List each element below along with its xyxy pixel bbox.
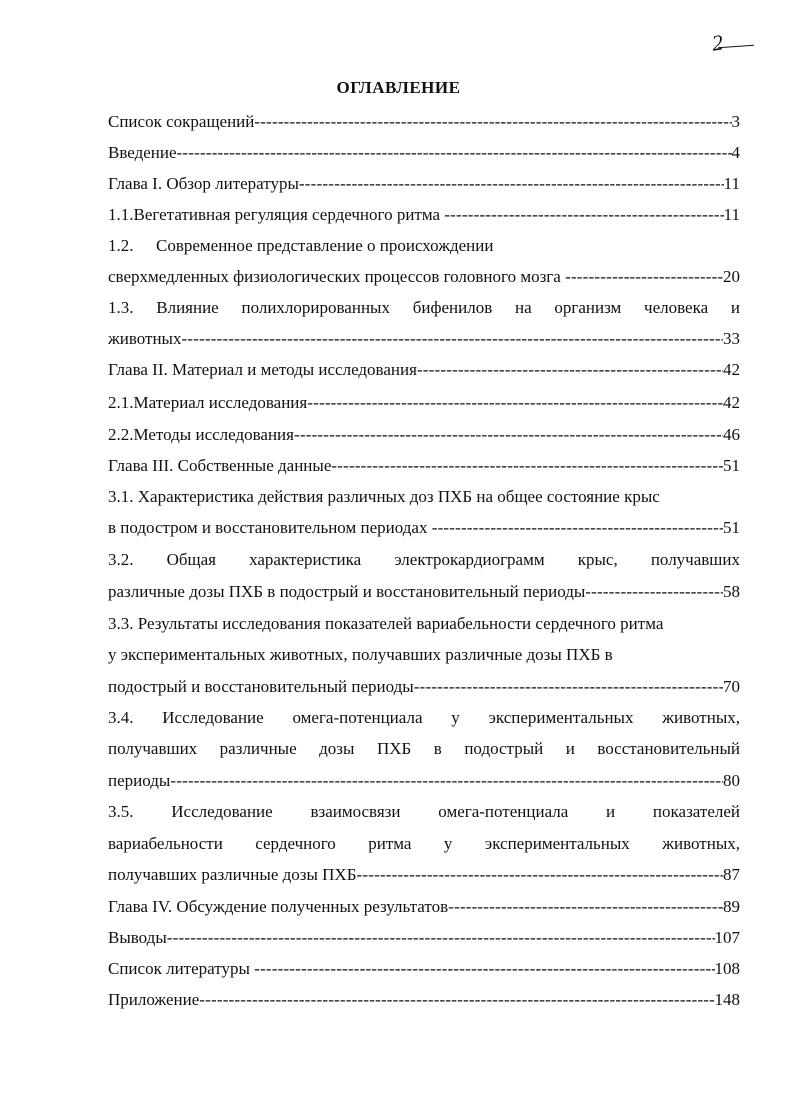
toc-entry: сверхмедленных физиологических процессов головного мозга ----- 20 bbox=[108, 265, 740, 289]
toc-page-number: 42 bbox=[723, 393, 740, 412]
toc-entry: периоды ----- 80 bbox=[108, 769, 740, 793]
toc-entry: 2.1. Материал исследования ----- 42 bbox=[108, 391, 740, 415]
section-number: 2.2. bbox=[108, 425, 134, 444]
toc-entry: Введение ----- 4 bbox=[108, 141, 740, 165]
toc-entry: животных ----- 33 bbox=[108, 327, 740, 351]
section-number: 1.2. bbox=[108, 236, 134, 255]
section-number: 1.1. bbox=[108, 205, 134, 224]
toc-entry: Глава IV. Обсуждение полученных результатов ----- 89 bbox=[108, 895, 740, 919]
toc-page-number: 108 bbox=[714, 959, 740, 978]
toc-page-number: 51 bbox=[723, 518, 740, 537]
toc-entry: 3.1. Характеристика действия различных доз ПХБ на общее состояние крыс bbox=[108, 487, 660, 506]
toc-entry: 1.1. Вегетативная регуляция сердечного ритма ----- 11 bbox=[108, 203, 740, 227]
toc-entry: 1.2. Современное представление о происхождении bbox=[108, 234, 740, 258]
toc-entry: 1.3. Влияние полихлорированных бифенилов на организм человека и bbox=[108, 298, 740, 317]
toc-entry: в подостром и восстановительном периодах ----- 51 bbox=[108, 516, 740, 540]
section-number: 2.1. bbox=[108, 393, 134, 412]
toc-entry: Выводы ----- 107 bbox=[108, 926, 740, 950]
toc-page-number: 89 bbox=[723, 897, 740, 916]
toc-entry: 3.4. Исследование омега-потенциала у экспериментальных животных, bbox=[108, 708, 740, 727]
toc-entry: Приложение ----- 148 bbox=[108, 988, 740, 1012]
toc-page-number: 3 bbox=[731, 112, 740, 131]
toc-page-number: 33 bbox=[723, 329, 740, 348]
toc-page-number: 107 bbox=[714, 928, 740, 947]
toc-page-number: 148 bbox=[714, 990, 740, 1009]
toc-entry: 3.2. Общая характеристика электрокардиограмм крыс, получавших bbox=[108, 550, 740, 569]
toc-page-number: 51 bbox=[723, 456, 740, 475]
toc-entry: получавших различные дозы ПХБ ----- 87 bbox=[108, 863, 740, 887]
page-number: 2 bbox=[710, 29, 725, 56]
toc-page-number: 11 bbox=[723, 174, 740, 193]
toc-entry: Глава I. Обзор литературы ----- 11 bbox=[108, 172, 740, 196]
toc-page-number: 70 bbox=[723, 677, 740, 696]
toc-entry: различные дозы ПХБ в подострый и восстановительный периоды ----- 58 bbox=[108, 580, 740, 604]
toc-entry: 3.3. Результаты исследования показателей вариабельности сердечного ритма bbox=[108, 614, 664, 633]
toc-page-number: 80 bbox=[723, 771, 740, 790]
toc-entry: получавших различные дозы ПХБ в подострый и восстановительный bbox=[108, 739, 740, 758]
toc-page-number: 87 bbox=[723, 865, 740, 884]
toc-page-number: 42 bbox=[723, 360, 740, 379]
toc-entry: 2.2. Методы исследования ----- 46 bbox=[108, 423, 740, 447]
toc-entry: подострый и восстановительный периоды ----- 70 bbox=[108, 675, 740, 699]
toc-page-number: 4 bbox=[731, 143, 740, 162]
toc-entry: Список литературы ----- 108 bbox=[108, 957, 740, 981]
toc-entry: 3.5. Исследование взаимосвязи омега-потенциала и показателей bbox=[108, 802, 740, 821]
toc-entry: у экспериментальных животных, получавших различные дозы ПХБ в bbox=[108, 645, 613, 664]
toc-entry: вариабельности сердечного ритма у экспериментальных животных, bbox=[108, 834, 740, 853]
toc-entry: Глава II. Материал и методы исследования ----- 42 bbox=[108, 358, 740, 382]
toc-entry: Глава III. Собственные данные ----- 51 bbox=[108, 454, 740, 478]
page-title: ОГЛАВЛЕНИЕ bbox=[336, 78, 461, 97]
toc-page-number: 58 bbox=[723, 582, 740, 601]
toc-entry: Список сокращений ----- 3 bbox=[108, 110, 740, 134]
toc-page-number: 11 bbox=[723, 205, 740, 224]
toc-page-number: 46 bbox=[723, 425, 740, 444]
toc-page-number: 20 bbox=[723, 267, 740, 286]
